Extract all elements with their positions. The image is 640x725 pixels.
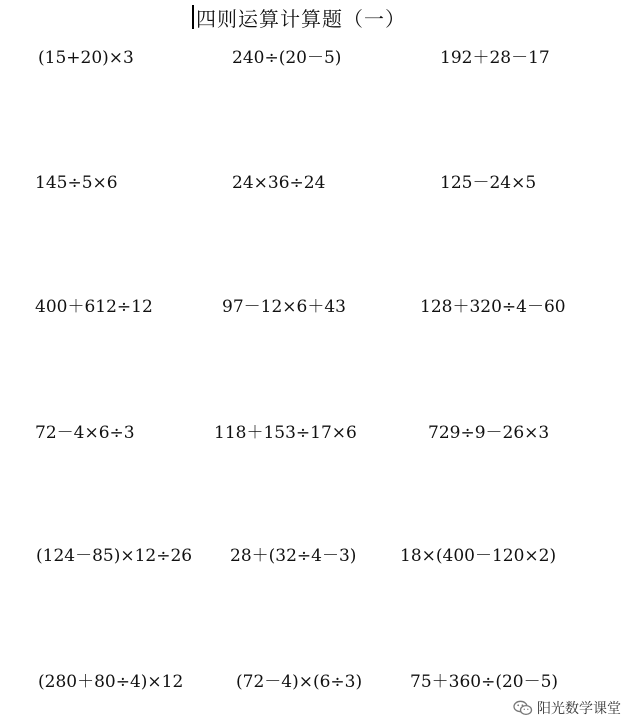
problem-14: 28＋(32÷4－3) bbox=[230, 546, 357, 566]
problem-3: 192＋28－17 bbox=[440, 48, 550, 68]
problem-11: 118＋153÷17×6 bbox=[214, 423, 357, 443]
problem-4: 145÷5×6 bbox=[35, 173, 118, 193]
problem-17: (72－4)×(6÷3) bbox=[236, 672, 363, 692]
worksheet-title: 四则运算计算题（一） bbox=[196, 6, 406, 31]
problem-5: 24×36÷24 bbox=[232, 173, 326, 193]
problem-6: 125－24×5 bbox=[440, 173, 537, 193]
watermark-text: 阳光数学课堂 bbox=[537, 701, 621, 717]
problem-12: 729÷9－26×3 bbox=[428, 423, 550, 443]
problem-13: (124－85)×12÷26 bbox=[36, 546, 193, 566]
problem-15: 18×(400－120×2) bbox=[400, 546, 557, 566]
problem-1: (15+20)×3 bbox=[38, 48, 134, 68]
problem-10: 72－4×6÷3 bbox=[35, 423, 135, 443]
problem-2: 240÷(20－5) bbox=[232, 48, 342, 68]
watermark bbox=[510, 697, 624, 719]
problem-9: 128＋320÷4－60 bbox=[420, 297, 566, 317]
problem-7: 400＋612÷12 bbox=[35, 297, 153, 317]
problem-18: 75＋360÷(20－5) bbox=[410, 672, 559, 692]
problem-8: 97－12×6＋43 bbox=[222, 297, 346, 317]
problem-16: (280＋80÷4)×12 bbox=[38, 672, 184, 692]
wechat-icon bbox=[513, 700, 533, 716]
